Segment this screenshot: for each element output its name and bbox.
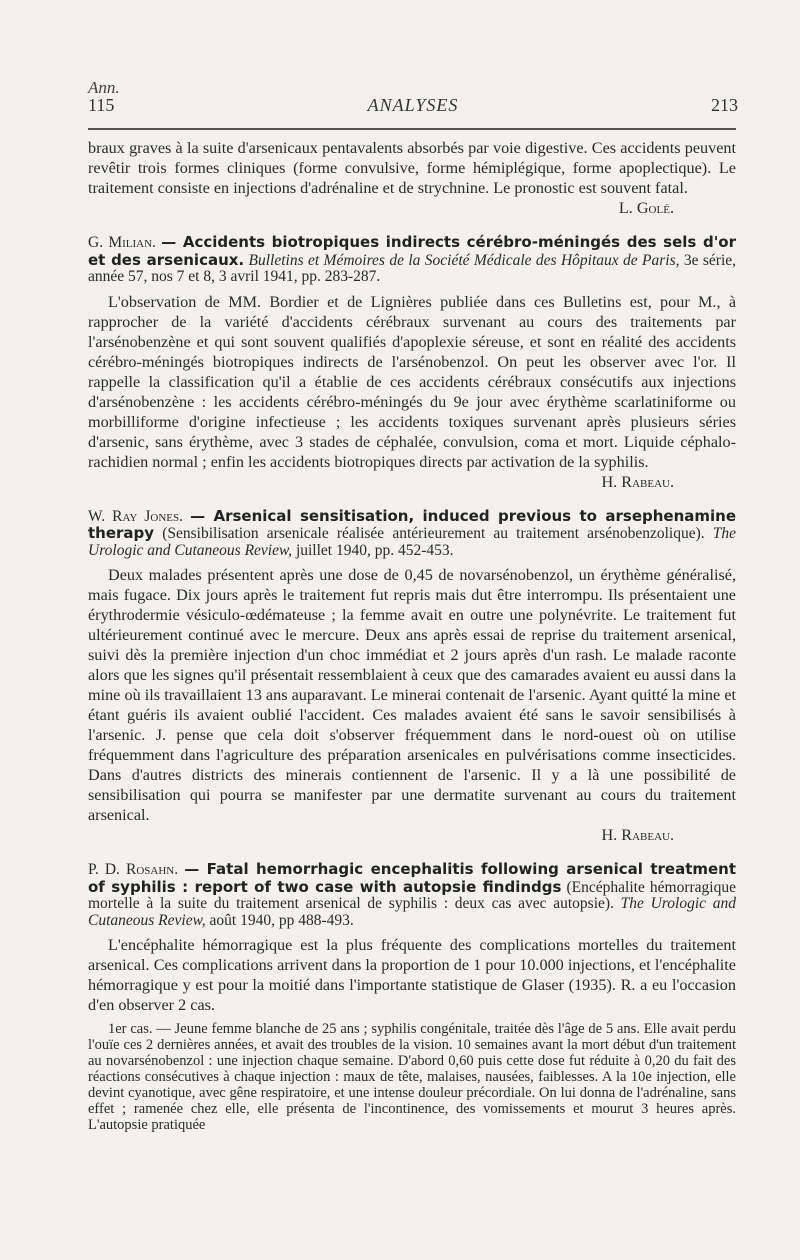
signature: L. Golé. bbox=[618, 199, 674, 217]
entry-details: juillet 1940, pp. 452-453. bbox=[295, 541, 454, 559]
entry-signature-line bbox=[88, 472, 736, 492]
entry-summary: L'encéphalite hémorragique est la plus fréquente des complications mortelles du traitement arsenical. Ces complications arrivent dans la proportion de 1 pour 10.000 injections, et l'encéphalite hémorragique y est pour la moitié dans l'importante statistique de Glaser (1935). R. a eu l'occasion d'en observer 2 cas. bbox=[88, 936, 736, 1014]
bibliographic-entry bbox=[88, 861, 736, 929]
running-head bbox=[88, 78, 738, 118]
entry-author: P. D. Rosahn. bbox=[88, 861, 179, 878]
signature: H. Rabeau. bbox=[601, 826, 674, 844]
entry-details: août 1940, pp 488-493. bbox=[209, 911, 354, 929]
article-body bbox=[88, 138, 736, 1133]
entry-details: 3e série, année 57, nos 7 et 8, 3 avril 1941, pp. 283-287. bbox=[88, 251, 737, 285]
journal-abbreviation: Ann. bbox=[88, 78, 120, 97]
entry-source: The Urologic and Cutaneous Review, bbox=[88, 525, 737, 559]
entry-author: W. Ray Jones. bbox=[88, 507, 184, 525]
intro-paragraph: braux graves à la suite d'arsenicaux pentavalents absorbés par voie digestive. Ces accidents peuvent revêtir trois formes cliniques (forme convulsive, forme hémiplégique, forme apoplectique). Le traitement consiste en injections d'adrénaline et de strychnine. Le pronostic est souvent fatal. bbox=[88, 139, 736, 197]
bibliographic-entry bbox=[88, 234, 736, 286]
signature: H. Rabeau. bbox=[601, 472, 674, 491]
section-title: ANALYSES bbox=[367, 95, 459, 115]
entry-title: — Fatal hemorrhagic encephalitis following arsenical treatment of syphilis : report of two case with autopsie findindgs bbox=[88, 860, 737, 896]
intro-signature-line bbox=[88, 198, 736, 218]
entry-summary: L'observation de MM. Bordier et de Lignières publiée dans ces Bulletins est, pour M., à rapprocher de la variété d'accidents cérébraux survenant au cours des traitements par l'arsénobenzène et qui sont souvent qualifiés d'apoplexie séreuse, et sont en réalité des accidents cérébro-méningés biotropiques indirects de l'arsénobenzol. On peut les observer avec l'or. Il rappelle la classification qu'il a établie de ces accidents cérébraux consécutifs aux injections d'arsénobenzène : les accidents cérébro-méningés du 9e jour avec érythème scarlatiniforme ou morbilliforme d'origine infectieuse ; les accidents toxiques survenant après plusieurs séries d'arsenic, sans érythème, avec 3 stades de céphalée, convulsion, coma et mort. Liquide céphalo-rachidien normal ; enfin les accidents biotropiques directs par activation de la syphilis. bbox=[88, 292, 736, 471]
header-rule bbox=[88, 128, 736, 130]
entry-author: G. Milian. bbox=[88, 234, 156, 251]
entry-title: — Arsenical sensitisation, induced previous to arsephenamine therapy bbox=[88, 506, 737, 542]
bibliographic-entry bbox=[88, 508, 736, 560]
case-report: 1er cas. — Jeune femme blanche de 25 ans ; syphilis congénitale, traitée dès l'âge de 5 ans. Elle avait perdu l'ouïe ces 2 dernières années, et avait des troubles de la vision. 10 semaines avant la mort début d'un traitement au novarsénobenzol : une injection chaque semaine. D'abord 0,60 puis cette dose fut réduite à 0,20 du fait des réactions consécutives à chaque injection : maux de tête, malaises, nausées, faiblesses. A la 10e injection, elle devint cyanotique, avec gêne respiratoire, et une intense douleur précordiale. On lui donna de l'adrénaline, sans effet ; ramenée chez elle, elle présenta de l'incontinence, des vomissements et mourut 3 heures après. L'autopsie pratiquée bbox=[88, 1021, 736, 1133]
entry-signature-line bbox=[88, 825, 736, 845]
page-number: 213 bbox=[711, 95, 738, 115]
entry-source: The Urologic and Cutaneous Review, bbox=[88, 895, 736, 929]
entry-translation: (Encéphalite hémorragique mortelle à la suite du traitement arsenical de syphilis : deux cas avec autopsie). bbox=[88, 878, 736, 912]
volume-number: 115 bbox=[88, 95, 115, 115]
entry-title: — Accidents biotropiques indirects cérébro-méningés des sels d'or et des arsenicaux. bbox=[88, 233, 736, 269]
entry-summary: Deux malades présentent après une dose de 0,45 de novarsénobenzol, un érythème généralisé, mais fugace. Dix jours après le traitement fut repris mais dut être interrompu. Ils présentaient une érythrodermie vésiculo-œdémateuse ; la femme avait en outre une polynévrite. Le traitement fut ultérieurement continué avec le mercure. Deux ans après essai de reprise du traitement arsenical, suivi dès la première injection d'un choc immédiat et 2 jours après d'un rash. Le malade raconte alors que les signes qu'il présentait ressemblaient à ceux que des camarades avaient eu aussi dans la mine où ils travaillaient 13 ans auparavant. Le minerai contenait de l'arsenic. Ayant quitté la mine et étant guéris ils avaient oublié l'accident. Ces malades avaient été sans le savoir sensibilisés à l'arsenic. J. pense que cela doit s'observer fréquemment dans le nord-ouest où on utilise fréquemment dans l'agriculture des préparation arsenicales en pulvérisations comme insecticides. Dans d'autres districts des minerais contiennent de l'arsenic. Il y a là une possibilité de sensibilisation qui pourra se manifester par une dermatite survenant au cours du traitement arsenical. bbox=[88, 566, 736, 824]
entry-translation: (Sensibilisation arsenicale réalisée antérieurement au traitement arsénobenzolique). bbox=[162, 525, 705, 542]
entry-source: Bulletins et Mémoires de la Société Médicale des Hôpitaux de Paris, bbox=[248, 251, 680, 269]
